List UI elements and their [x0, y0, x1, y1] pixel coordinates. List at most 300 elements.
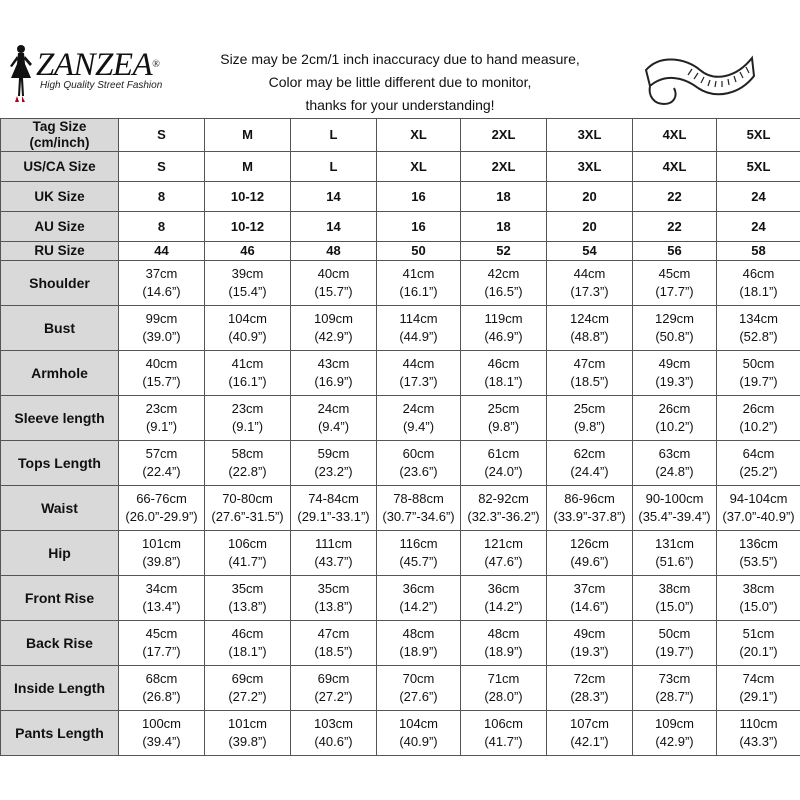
size-cell: S: [119, 152, 205, 182]
fashion-woman-silhouette-icon: [6, 44, 36, 106]
inch-value: (39.8”): [142, 554, 181, 569]
inch-value: (14.2”): [484, 599, 523, 614]
cm-value: 70-80cm: [222, 491, 273, 506]
header: [0, 0, 800, 118]
measure-cell: [717, 531, 800, 576]
size-cell: 2XL: [461, 119, 547, 152]
cm-value: 35cm: [317, 581, 350, 596]
measure-cell: [377, 576, 461, 621]
brand-name: ZANZEA®: [36, 47, 160, 83]
cm-value: 61cm: [487, 446, 520, 461]
measure-cell: [547, 351, 633, 396]
size-cell: 4XL: [633, 119, 717, 152]
size-cell: 50: [377, 242, 461, 261]
measure-cell: [717, 621, 800, 666]
measure-cell: [119, 576, 205, 621]
cm-value: 106cm: [227, 536, 268, 551]
size-cell: 44: [119, 242, 205, 261]
cm-value: 104cm: [398, 716, 439, 731]
inch-value: (15.4”): [228, 284, 267, 299]
inch-value: (13.8”): [228, 599, 267, 614]
measure-cell: [291, 441, 377, 486]
measure-cell: [205, 261, 291, 306]
size-cell: 18: [461, 182, 547, 212]
inch-value: (18.1”): [739, 284, 778, 299]
measure-row: [1, 351, 800, 396]
cm-value: 103cm: [313, 716, 354, 731]
size-cell: 3XL: [547, 152, 633, 182]
inch-value: (17.7”): [655, 284, 694, 299]
cm-value: 136cm: [738, 536, 779, 551]
cm-value: 50cm: [658, 626, 691, 641]
size-cell: 46: [205, 242, 291, 261]
measure-cell: [205, 486, 291, 531]
measure-cell: [633, 306, 717, 351]
inch-value: (19.7”): [655, 644, 694, 659]
inch-value: (39.8”): [228, 734, 267, 749]
inch-value: (9.4”): [317, 419, 350, 434]
measure-cell: [547, 531, 633, 576]
inch-value: (28.7”): [655, 689, 694, 704]
cm-value: 94-104cm: [729, 491, 788, 506]
inch-value: (24.0”): [484, 464, 523, 479]
inch-value: (27.6”): [399, 689, 438, 704]
size-cell: XL: [377, 152, 461, 182]
measure-cell: [205, 711, 291, 756]
brand-logo: [6, 44, 202, 114]
measure-cell: [717, 666, 800, 711]
cm-value: 116cm: [399, 536, 438, 551]
cm-value: 109cm: [654, 716, 695, 731]
measure-row: [1, 621, 800, 666]
inch-value: (9.8”): [573, 419, 606, 434]
size-rows: [1, 119, 800, 261]
size-cell: 56: [633, 242, 717, 261]
cm-value: 42cm: [487, 266, 520, 281]
cm-value: 26cm: [742, 401, 775, 416]
measure-cell: [461, 261, 547, 306]
measure-cell: [633, 621, 717, 666]
inch-value: (19.3”): [655, 374, 694, 389]
measure-cell: [291, 306, 377, 351]
inch-value: (14.6”): [142, 284, 181, 299]
inch-value: (32.3”-36.2”): [467, 509, 540, 524]
size-cell: 4XL: [633, 152, 717, 182]
cm-value: 23cm: [231, 401, 264, 416]
cm-value: 35cm: [231, 581, 264, 596]
inch-value: (13.4”): [142, 599, 181, 614]
measure-cell: [119, 306, 205, 351]
inch-value: (30.7”-34.6”): [382, 509, 455, 524]
inch-value: (51.6”): [655, 554, 694, 569]
measure-cell: [717, 396, 800, 441]
measure-cell: [291, 711, 377, 756]
notice-line: Size may be 2cm/1 inch inaccuracy due to hand measure,: [220, 51, 580, 67]
size-cell: XL: [377, 119, 461, 152]
size-cell: M: [205, 152, 291, 182]
inch-value: (24.4”): [570, 464, 609, 479]
measure-cell: [119, 621, 205, 666]
inch-value: (18.9”): [399, 644, 438, 659]
measure-cell: [119, 486, 205, 531]
row-label: AU Size: [1, 212, 119, 242]
measure-cell: [547, 666, 633, 711]
inch-value: (42.1”): [570, 734, 609, 749]
cm-value: 110cm: [739, 716, 778, 731]
cm-value: 114cm: [399, 311, 438, 326]
row-label: Shoulder: [1, 261, 119, 306]
inch-value: (26.8”): [142, 689, 181, 704]
inch-value: (22.4”): [142, 464, 181, 479]
cm-value: 36cm: [402, 581, 435, 596]
cm-value: 66-76cm: [136, 491, 187, 506]
measure-cell: [205, 621, 291, 666]
inch-value: (15.7”): [142, 374, 181, 389]
inch-value: (40.9”): [228, 329, 267, 344]
row-label: Hip: [1, 531, 119, 576]
measure-cell: [633, 486, 717, 531]
cm-value: 44cm: [573, 266, 606, 281]
size-cell: 52: [461, 242, 547, 261]
cm-value: 104cm: [227, 311, 268, 326]
measure-cell: [291, 261, 377, 306]
measuring-tape-icon: [640, 48, 758, 114]
size-notice: [200, 48, 600, 117]
inch-value: (46.9”): [484, 329, 523, 344]
inch-value: (26.0”-29.9”): [125, 509, 198, 524]
size-row: [1, 152, 800, 182]
measure-cell: [377, 711, 461, 756]
measure-cell: [377, 666, 461, 711]
size-row: [1, 212, 800, 242]
size-cell: 54: [547, 242, 633, 261]
cm-value: 46cm: [742, 266, 775, 281]
measure-cell: [377, 351, 461, 396]
row-label: Front Rise: [1, 576, 119, 621]
cm-value: 39cm: [231, 266, 264, 281]
cm-value: 68cm: [145, 671, 178, 686]
measure-cell: [119, 441, 205, 486]
inch-value: (27.2”): [228, 689, 267, 704]
inch-value: (44.9”): [399, 329, 438, 344]
cm-value: 101cm: [141, 536, 182, 551]
size-cell: 24: [717, 212, 800, 242]
size-cell: L: [291, 119, 377, 152]
cm-value: 41cm: [402, 266, 435, 281]
inch-value: (47.6”): [484, 554, 523, 569]
measure-cell: [717, 261, 800, 306]
measure-cell: [717, 711, 800, 756]
cm-value: 82-92cm: [478, 491, 529, 506]
cm-value: 100cm: [141, 716, 182, 731]
measure-cell: [377, 486, 461, 531]
inch-value: (49.6”): [570, 554, 609, 569]
inch-value: (17.7”): [142, 644, 181, 659]
size-cell: M: [205, 119, 291, 152]
size-cell: 10-12: [205, 212, 291, 242]
inch-value: (9.1”): [145, 419, 178, 434]
measure-cell: [461, 441, 547, 486]
cm-value: 64cm: [742, 446, 775, 461]
measure-row: [1, 441, 800, 486]
size-cell: 22: [633, 182, 717, 212]
cm-value: 24cm: [402, 401, 435, 416]
measure-cell: [461, 306, 547, 351]
cm-value: 41cm: [231, 356, 264, 371]
measure-cell: [633, 351, 717, 396]
cm-value: 38cm: [742, 581, 775, 596]
cm-value: 90-100cm: [645, 491, 704, 506]
cm-value: 106cm: [483, 716, 524, 731]
size-cell: 5XL: [717, 119, 800, 152]
inch-value: (45.7”): [399, 554, 438, 569]
cm-value: 121cm: [483, 536, 524, 551]
cm-value: 111cm: [314, 536, 353, 551]
measure-cell: [291, 576, 377, 621]
inch-value: (41.7”): [228, 554, 267, 569]
inch-value: (42.9”): [655, 734, 694, 749]
cm-value: 72cm: [573, 671, 606, 686]
size-cell: 14: [291, 182, 377, 212]
inch-value: (18.9”): [484, 644, 523, 659]
cm-value: 43cm: [317, 356, 350, 371]
measure-cell: [547, 441, 633, 486]
cm-value: 69cm: [317, 671, 350, 686]
measure-cell: [461, 396, 547, 441]
inch-value: (22.8”): [228, 464, 267, 479]
row-label: Armhole: [1, 351, 119, 396]
row-label: Sleeve length: [1, 396, 119, 441]
inch-value: (43.3”): [739, 734, 778, 749]
size-cell: 22: [633, 212, 717, 242]
cm-value: 70cm: [402, 671, 435, 686]
inch-value: (23.6”): [399, 464, 438, 479]
inch-value: (17.3”): [570, 284, 609, 299]
measure-row: [1, 711, 800, 756]
measure-cell: [291, 531, 377, 576]
inch-value: (15.7”): [314, 284, 353, 299]
size-cell: 48: [291, 242, 377, 261]
measure-cell: [291, 666, 377, 711]
inch-value: (9.4”): [402, 419, 435, 434]
measure-cell: [291, 621, 377, 666]
size-cell: 20: [547, 182, 633, 212]
measure-cell: [377, 441, 461, 486]
notice-line: Color may be little different due to monitor,: [268, 74, 532, 90]
measure-cell: [119, 261, 205, 306]
measure-cell: [633, 531, 717, 576]
measure-cell: [547, 621, 633, 666]
cm-value: 71cm: [487, 671, 520, 686]
measure-cell: [633, 711, 717, 756]
inch-value: (50.8”): [655, 329, 694, 344]
cm-value: 119cm: [484, 311, 523, 326]
measure-cell: [205, 441, 291, 486]
size-cell: 16: [377, 182, 461, 212]
cm-value: 58cm: [231, 446, 264, 461]
cm-value: 86-96cm: [564, 491, 615, 506]
inch-value: (18.1”): [228, 644, 267, 659]
size-cell: S: [119, 119, 205, 152]
measure-row: [1, 666, 800, 711]
cm-value: 129cm: [654, 311, 695, 326]
size-cell: 18: [461, 212, 547, 242]
measure-row: [1, 486, 800, 531]
cm-value: 26cm: [658, 401, 691, 416]
cm-value: 134cm: [738, 311, 779, 326]
size-cell: 16: [377, 212, 461, 242]
cm-value: 46cm: [231, 626, 264, 641]
measure-cell: [205, 396, 291, 441]
inch-value: (19.7”): [739, 374, 778, 389]
cm-value: 45cm: [658, 266, 691, 281]
row-label: Bust: [1, 306, 119, 351]
size-cell: L: [291, 152, 377, 182]
cm-value: 25cm: [573, 401, 606, 416]
inch-value: (24.8”): [655, 464, 694, 479]
inch-value: (40.6”): [314, 734, 353, 749]
inch-value: (10.2”): [655, 419, 694, 434]
size-cell: 20: [547, 212, 633, 242]
size-cell: 5XL: [717, 152, 800, 182]
cm-value: 48cm: [487, 626, 520, 641]
measure-cell: [717, 441, 800, 486]
size-cell: 8: [119, 212, 205, 242]
cm-value: 40cm: [145, 356, 178, 371]
cm-value: 46cm: [487, 356, 520, 371]
inch-value: (14.6”): [570, 599, 609, 614]
inch-value: (41.7”): [484, 734, 523, 749]
measure-cell: [633, 261, 717, 306]
inch-value: (15.0”): [655, 599, 694, 614]
inch-value: (29.1”): [739, 689, 778, 704]
measure-cell: [119, 351, 205, 396]
cm-value: 109cm: [313, 311, 354, 326]
inch-value: (18.1”): [484, 374, 523, 389]
measure-cell: [205, 531, 291, 576]
measure-cell: [291, 486, 377, 531]
cm-value: 73cm: [658, 671, 691, 686]
measure-cell: [461, 666, 547, 711]
measure-cell: [377, 396, 461, 441]
inch-value: (33.9”-37.8”): [553, 509, 626, 524]
measure-cell: [547, 261, 633, 306]
inch-value: (17.3”): [399, 374, 438, 389]
cm-value: 38cm: [658, 581, 691, 596]
inch-value: (19.3”): [570, 644, 609, 659]
measure-cell: [205, 576, 291, 621]
size-cell: 3XL: [547, 119, 633, 152]
cm-value: 25cm: [487, 401, 520, 416]
measure-cell: [717, 576, 800, 621]
cm-value: 101cm: [227, 716, 268, 731]
inch-value: (53.5”): [739, 554, 778, 569]
cm-value: 48cm: [402, 626, 435, 641]
inch-value: (20.1”): [739, 644, 778, 659]
cm-value: 69cm: [231, 671, 264, 686]
size-row: [1, 119, 800, 152]
measure-cell: [633, 396, 717, 441]
measure-cell: [119, 531, 205, 576]
measure-row: [1, 396, 800, 441]
cm-value: 40cm: [317, 266, 350, 281]
measure-rows: [1, 261, 800, 756]
measure-cell: [633, 666, 717, 711]
size-cell: 58: [717, 242, 800, 261]
cm-value: 59cm: [317, 446, 350, 461]
measure-row: [1, 261, 800, 306]
inch-value: (40.9”): [399, 734, 438, 749]
cm-value: 126cm: [569, 536, 610, 551]
inch-value: (28.3”): [570, 689, 609, 704]
measure-row: [1, 576, 800, 621]
inch-value: (52.8”): [739, 329, 778, 344]
cm-value: 99cm: [145, 311, 178, 326]
cm-value: 63cm: [658, 446, 691, 461]
measure-cell: [291, 396, 377, 441]
measure-cell: [291, 351, 377, 396]
inch-value: (10.2”): [739, 419, 778, 434]
inch-value: (14.2”): [399, 599, 438, 614]
measure-cell: [717, 486, 800, 531]
cm-value: 78-88cm: [393, 491, 444, 506]
measure-cell: [461, 531, 547, 576]
inch-value: (39.0”): [142, 329, 181, 344]
measure-cell: [547, 306, 633, 351]
measure-cell: [461, 351, 547, 396]
measure-cell: [377, 306, 461, 351]
measure-cell: [461, 711, 547, 756]
notice-line: thanks for your understanding!: [305, 97, 495, 113]
cm-value: 24cm: [317, 401, 350, 416]
row-label: US/CA Size: [1, 152, 119, 182]
measure-cell: [377, 621, 461, 666]
cm-value: 131cm: [654, 536, 695, 551]
inch-value: (39.4”): [142, 734, 181, 749]
row-label: Tops Length: [1, 441, 119, 486]
inch-value: (48.8”): [570, 329, 609, 344]
inch-value: (16.1”): [399, 284, 438, 299]
cm-value: 44cm: [402, 356, 435, 371]
inch-value: (18.5”): [570, 374, 609, 389]
cm-value: 74-84cm: [308, 491, 359, 506]
inch-value: (27.6”-31.5”): [211, 509, 284, 524]
size-cell: 8: [119, 182, 205, 212]
cm-value: 23cm: [145, 401, 178, 416]
inch-value: (16.5”): [484, 284, 523, 299]
measure-cell: [119, 666, 205, 711]
cm-value: 60cm: [402, 446, 435, 461]
measure-cell: [377, 531, 461, 576]
size-cell: 14: [291, 212, 377, 242]
inch-value: (29.1”-33.1”): [297, 509, 370, 524]
cm-value: 36cm: [487, 581, 520, 596]
size-row: [1, 182, 800, 212]
measure-cell: [205, 351, 291, 396]
row-label: UK Size: [1, 182, 119, 212]
inch-value: (25.2”): [739, 464, 778, 479]
measure-cell: [547, 486, 633, 531]
cm-value: 62cm: [573, 446, 606, 461]
inch-value: (37.0”-40.9”): [722, 509, 795, 524]
measure-cell: [633, 441, 717, 486]
measure-row: [1, 306, 800, 351]
row-label: RU Size: [1, 242, 119, 261]
cm-value: 47cm: [573, 356, 606, 371]
cm-value: 37cm: [145, 266, 178, 281]
cm-value: 47cm: [317, 626, 350, 641]
cm-value: 49cm: [573, 626, 606, 641]
